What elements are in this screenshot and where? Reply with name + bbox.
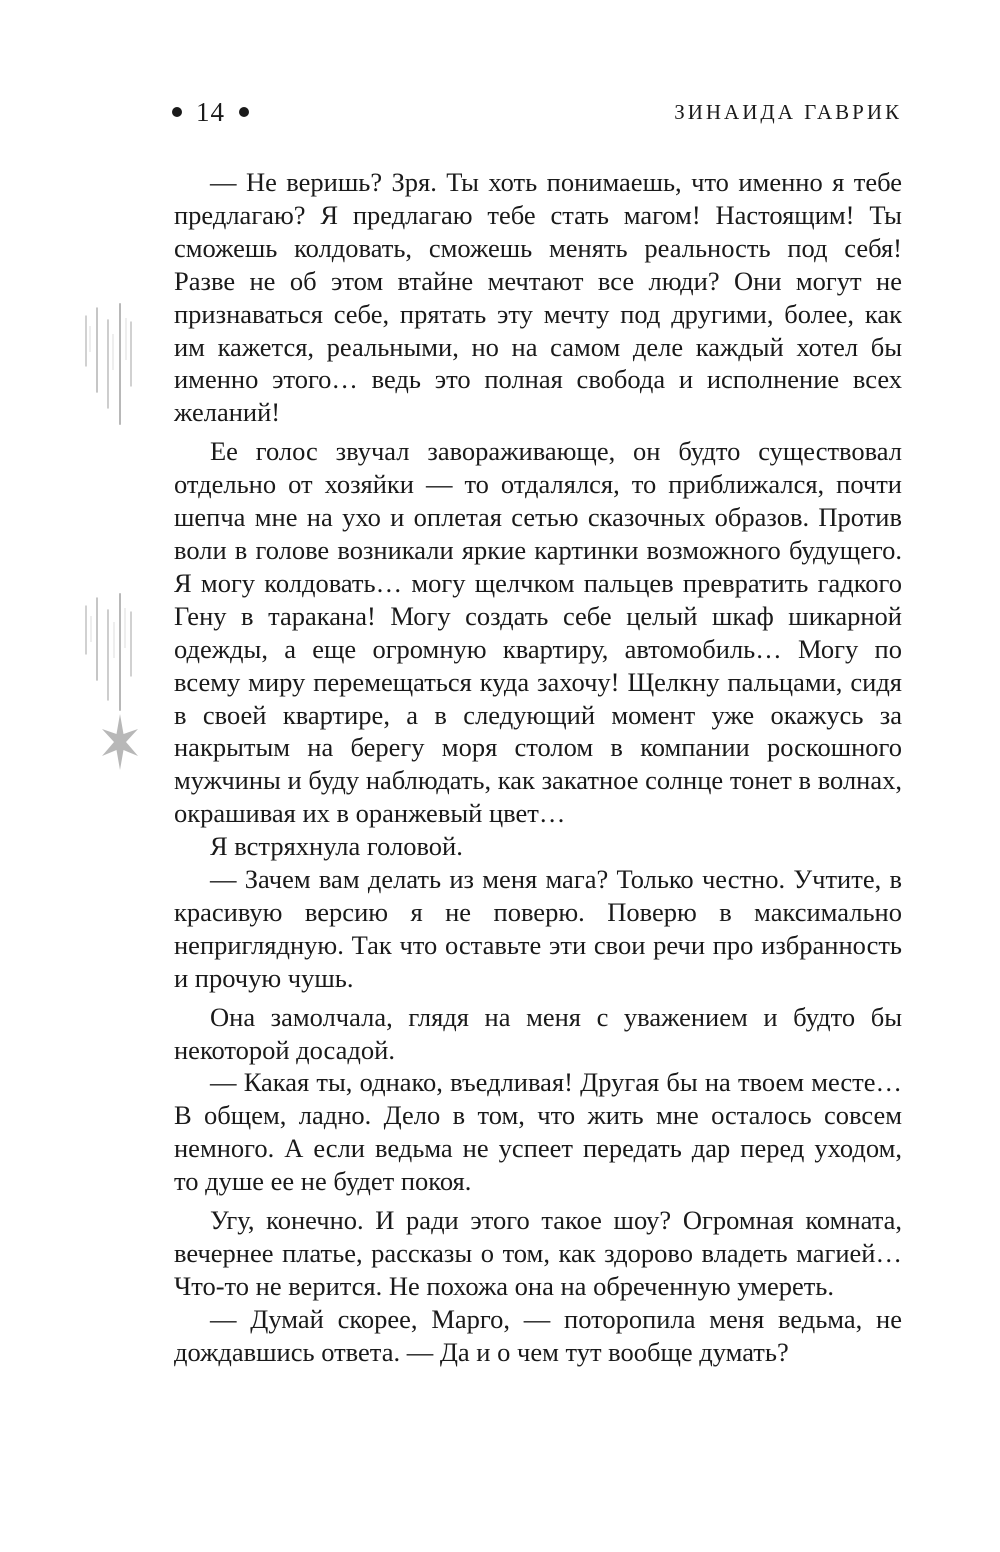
paragraph: Угу, конечно. И ради этого такое шоу? Огромная комната, вечернее платье, рассказы о том, как здорово владеть магией… Что-то не верится. Не похожа она на обреченную умереть. — [174, 1205, 902, 1301]
paragraph: Она замолчала, глядя на меня с уважением и будто бы некоторой досадой. — [174, 1001, 902, 1065]
page-number-group — [172, 97, 249, 128]
author-name: ЗИНАИДА ГАВРИК — [674, 99, 902, 124]
running-header — [172, 92, 902, 132]
bullet-left-icon — [172, 107, 182, 117]
paragraph: — Зачем вам делать из меня мага? Только честно. Учтите, в красивую версию я не поверю. Поверю в максимально неприглядную. Так что оставьте эти свои речи про избранность и прочую чушь. — [174, 864, 902, 993]
paragraph: — Какая ты, однако, въедливая! Другая бы на твоем месте… В общем, ладно. Дело в том, что жить мне осталось совсем немного. А если ведьма не успеет передать дар перед уходом, то душе ее не будет покоя. — [174, 1067, 902, 1197]
streaks-icon — [80, 300, 140, 430]
page-number: 14 — [196, 96, 225, 127]
bullet-right-icon — [239, 107, 249, 117]
paragraph: — Не веришь? Зря. Ты хоть понимаешь, что именно я тебе предлагаю? Я предлагаю тебе стать магом! Настоящим! Ты сможешь колдовать, сможешь менять реальность под себя! Разве не об этом втайне мечтают все люди? Они могут не признаваться себе, прятать эту мечту под другими, более, как им кажется, реальными, но на самом деле каждый хотел бы именно этого… ведь это полная свобода и исполнение всех желаний! — [174, 167, 902, 428]
streaks-with-star-icon — [80, 592, 146, 792]
body-text — [174, 166, 902, 1369]
paragraph: Ее голос звучал завораживающе, он будто существовал отдельно от хозяйки — то отдалялся, то приближался, почти шепча мне на ухо и оплетая сетью сказочных образов. Против воли в голове возникали яркие картинки возможного будущего. Я могу колдовать… могу щелчком пальцев превратить гадкого Гену в таракана! Могу создать себе целый шкаф шикарной одежды, а еще огромную квартиру, автомобиль… Могу по всему миру перемещаться куда захочу! Щелкну пальцами, сидя в своей квартире, а в следующий момент уже окажусь за накрытым на берегу моря столом в компании роскошного мужчины и буду наблюдать, как закатное солнце тонет в волнах, окрашивая их в оранжевый цвет… — [174, 436, 902, 829]
paragraph: Я встряхнула головой. — [210, 831, 463, 862]
paragraph: — Думай скорее, Марго, — поторопила меня ведьма, не дождавшись ответа. — Да и о чем тут вообще думать? — [174, 1303, 902, 1367]
